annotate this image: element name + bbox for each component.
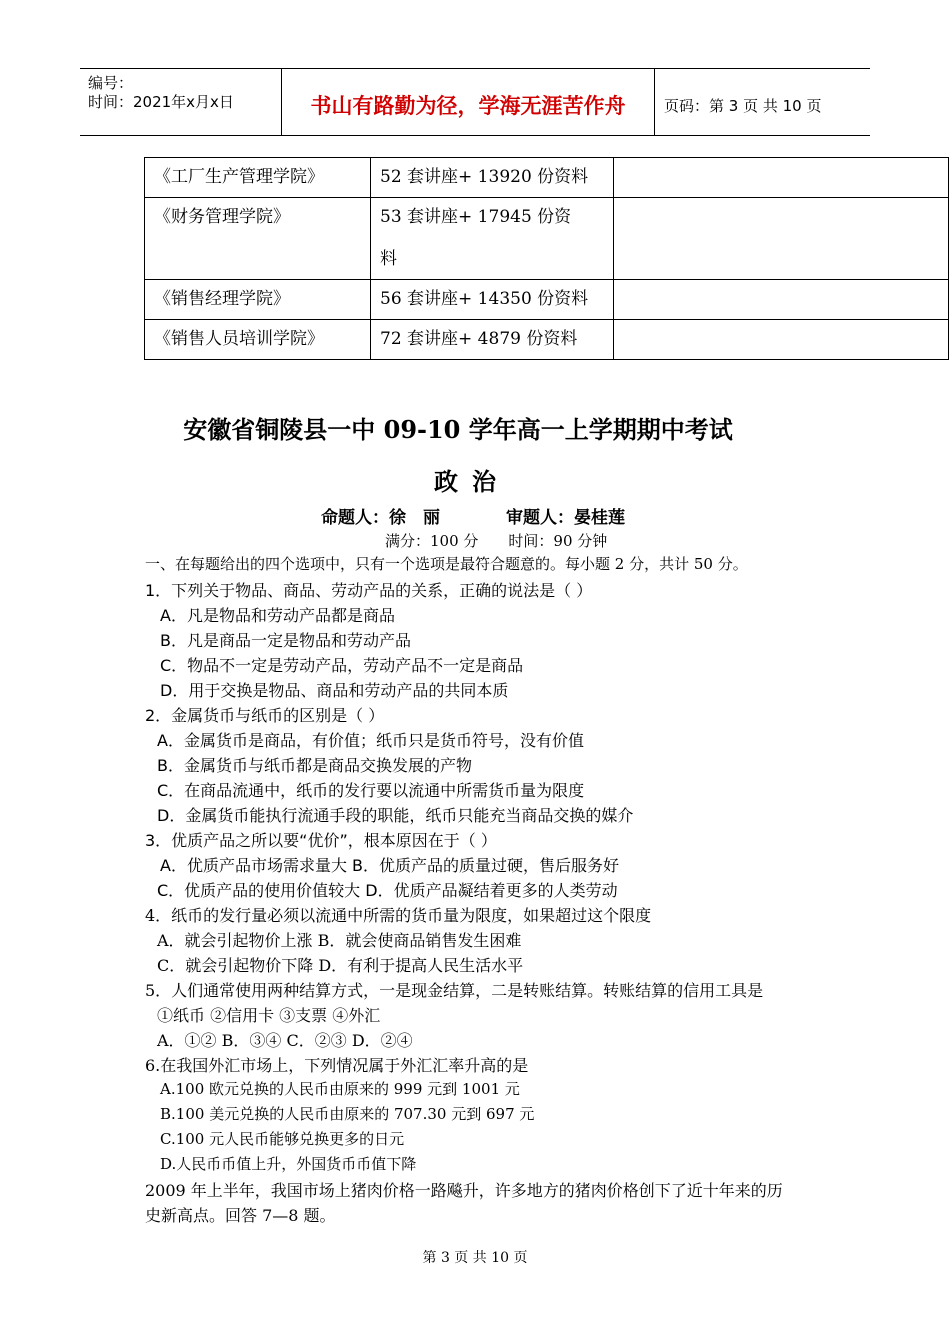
table-cell-name: 《财务管理学院》 xyxy=(145,198,371,280)
header-time-label: 时间：2021年x月x日 xyxy=(88,93,234,111)
question-stem: 6.在我国外汇市场上，下列情况属于外汇汇率升高的是 xyxy=(145,1056,529,1075)
table-row xyxy=(145,320,949,360)
question-option: D.人民币币值上升，外国货币币值下降 xyxy=(160,1155,417,1173)
exam-title: 安徽省铜陵县一中 09-10 学年高一上学期期中考试 xyxy=(183,415,733,444)
table-cell-content: 72 套讲座+ 4879 份资料 xyxy=(371,320,614,360)
header-divider-right xyxy=(654,68,655,135)
exam-authors xyxy=(0,503,946,528)
passage-line: 史新高点。回答 7—8 题。 xyxy=(145,1206,336,1225)
table-cell-extra xyxy=(614,158,949,198)
passage-line: 2009 年上半年，我国市场上猪肉价格一路飚升，许多地方的猪肉价格创下了近十年来的历 xyxy=(145,1181,783,1200)
exam-full-score: 满分：100 分 xyxy=(385,532,479,550)
question-option: B.100 美元兑换的人民币由原来的 707.30 元到 697 元 xyxy=(160,1105,535,1123)
exam-instructions: 一、在每题给出的四个选项中，只有一个选项是最符合题意的。每小题 2 分，共计 50 分。 xyxy=(145,555,748,573)
table-cell-name: 《销售人员培训学院》 xyxy=(145,320,371,360)
table-cell-extra xyxy=(614,280,949,320)
question-stem: 4．纸币的发行量必须以流通中所需的货币量为限度，如果超过这个限度 xyxy=(145,906,652,925)
question-option: A.100 欧元兑换的人民币由原来的 999 元到 1001 元 xyxy=(160,1080,520,1098)
header-bottom-rule xyxy=(80,135,870,136)
exam-reviewer: 审题人：晏桂莲 xyxy=(506,508,625,528)
page-footer: 第 3 页 共 10 页 xyxy=(422,1250,528,1266)
table-cell-content: 52 套讲座+ 13920 份资料 xyxy=(371,158,614,198)
question-option: D．金属货币能执行流通手段的职能，纸币只能充当商品交换的媒介 xyxy=(157,806,634,825)
question-option: C．就会引起物价下降 D．有利于提高人民生活水平 xyxy=(157,956,524,975)
table-cell-extra xyxy=(614,198,949,280)
question-choice-list: ①纸币 ②信用卡 ③支票 ④外汇 xyxy=(157,1006,381,1025)
question-option: A．①② B．③④ C．②③ D．②④ xyxy=(157,1031,413,1050)
question-option: D．用于交换是物品、商品和劳动产品的共同本质 xyxy=(160,681,509,700)
question-option: C．物品不一定是劳动产品，劳动产品不一定是商品 xyxy=(160,656,524,675)
table-cell-content: 56 套讲座+ 14350 份资料 xyxy=(371,280,614,320)
header-motto: 书山有路勤为径，学海无涯苦作舟 xyxy=(310,94,626,118)
table-cell-name: 《工厂生产管理学院》 xyxy=(145,158,371,198)
question-stem: 1．下列关于物品、商品、劳动产品的关系，正确的说法是（ ） xyxy=(145,581,593,600)
question-option: A．优质产品市场需求量大 B．优质产品的质量过硬，售后服务好 xyxy=(160,856,620,875)
question-option: A．金属货币是商品，有价值；纸币只是货币符号，没有价值 xyxy=(157,731,584,750)
exam-score-line xyxy=(385,530,607,551)
table-cell-content xyxy=(371,198,614,280)
resource-table xyxy=(144,157,949,360)
table-cell-content-line: 53 套讲座+ 17945 份资 xyxy=(380,207,572,227)
table-row xyxy=(145,158,949,198)
question-stem: 5．人们通常使用两种结算方式，一是现金结算，二是转账结算。转账结算的信用工具是 xyxy=(145,981,764,1000)
exam-author: 命题人：徐 丽 xyxy=(321,508,440,528)
question-stem: 3．优质产品之所以要“优价”，根本原因在于（ ） xyxy=(145,831,497,850)
question-option: B．金属货币与纸币都是商品交换发展的产物 xyxy=(157,756,472,775)
table-row xyxy=(145,280,949,320)
question-option: C.100 元人民币能够兑换更多的日元 xyxy=(160,1130,405,1148)
exam-subject: 政治 xyxy=(434,467,510,496)
header-page-label: 页码：第 3 页 共 10 页 xyxy=(664,97,822,115)
question-option: A．凡是物品和劳动产品都是商品 xyxy=(160,606,395,625)
exam-duration: 时间：90 分钟 xyxy=(508,532,608,550)
question-option: C．优质产品的使用价值较大 D．优质产品凝结着更多的人类劳动 xyxy=(157,881,618,900)
question-option: A．就会引起物价上涨 B．就会使商品销售发生困难 xyxy=(157,931,522,950)
header-number-label: 编号： xyxy=(88,74,134,92)
table-row xyxy=(145,198,949,280)
question-stem: 2．金属货币与纸币的区别是（ ） xyxy=(145,706,385,725)
question-option: C．在商品流通中，纸币的发行要以流通中所需货币量为限度 xyxy=(157,781,585,800)
table-cell-content-line: 料 xyxy=(380,249,397,269)
table-cell-name: 《销售经理学院》 xyxy=(145,280,371,320)
header-top-rule xyxy=(80,68,870,69)
question-option: B．凡是商品一定是物品和劳动产品 xyxy=(160,631,411,650)
table-cell-extra xyxy=(614,320,949,360)
